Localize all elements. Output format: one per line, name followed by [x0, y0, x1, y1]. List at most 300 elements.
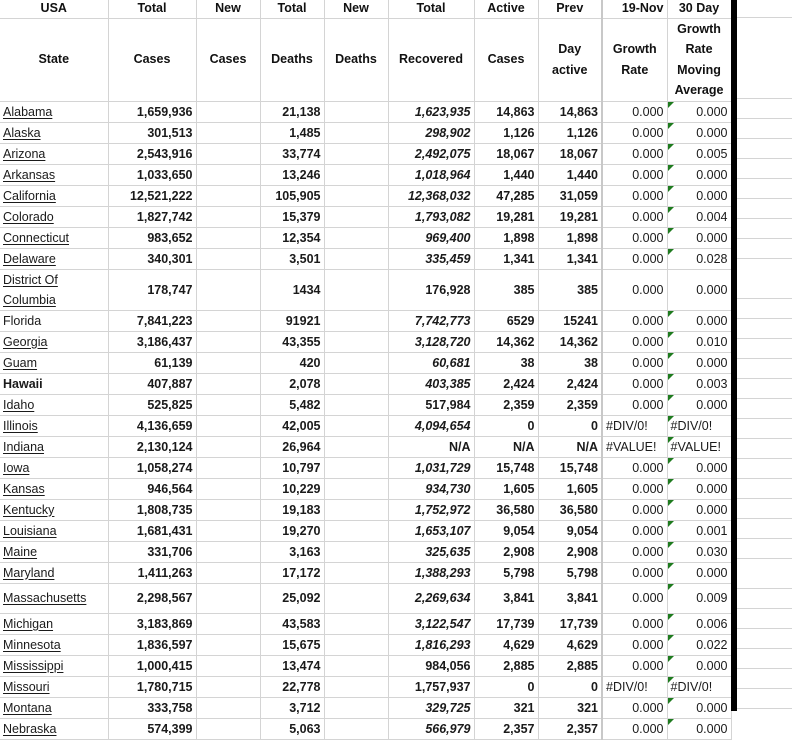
new-cases-cell[interactable]	[196, 613, 260, 634]
total-deaths-cell[interactable]: 2,078	[260, 373, 324, 394]
active-cell[interactable]: 15,748	[474, 457, 538, 478]
empty-cell[interactable]	[737, 559, 792, 589]
state-cell[interactable]	[0, 634, 108, 655]
state-link[interactable]: Georgia	[3, 334, 48, 349]
state-link[interactable]: Kansas	[3, 481, 45, 496]
new-deaths-cell[interactable]	[324, 520, 388, 541]
prev-cell[interactable]: 2,359	[538, 394, 602, 415]
state-link[interactable]: California	[3, 188, 56, 203]
empty-cell[interactable]	[737, 159, 792, 179]
avg-cell[interactable]: 0.000	[667, 655, 731, 676]
header-cell[interactable]: Prev	[538, 0, 602, 18]
empty-cell[interactable]	[737, 18, 792, 99]
header-cell[interactable]	[0, 18, 108, 101]
total-deaths-cell[interactable]: 5,063	[260, 718, 324, 739]
prev-cell[interactable]: 2,424	[538, 373, 602, 394]
state-cell[interactable]	[0, 269, 108, 310]
new-deaths-cell[interactable]	[324, 562, 388, 583]
header-cell[interactable]	[538, 18, 602, 101]
header-cell[interactable]	[324, 18, 388, 101]
total-deaths-cell[interactable]: 26,964	[260, 436, 324, 457]
prev-cell[interactable]: 385	[538, 269, 602, 310]
avg-cell[interactable]: 0.000	[667, 122, 731, 143]
total-deaths-cell[interactable]: 10,797	[260, 457, 324, 478]
new-deaths-cell[interactable]	[324, 310, 388, 331]
prev-cell[interactable]: 3,841	[538, 583, 602, 613]
recovered-cell[interactable]: 7,742,773	[388, 310, 474, 331]
growth-cell[interactable]: 0.000	[602, 331, 667, 352]
new-deaths-cell[interactable]	[324, 613, 388, 634]
growth-cell[interactable]: 0.000	[602, 310, 667, 331]
total-cases-cell[interactable]: 2,130,124	[108, 436, 196, 457]
header-cell[interactable]: Active	[474, 0, 538, 18]
recovered-cell[interactable]: 1,018,964	[388, 164, 474, 185]
empty-cell[interactable]	[737, 99, 792, 119]
new-cases-cell[interactable]	[196, 206, 260, 227]
header-cell[interactable]: New	[324, 0, 388, 18]
new-deaths-cell[interactable]	[324, 331, 388, 352]
growth-cell[interactable]: 0.000	[602, 269, 667, 310]
state-link[interactable]: Louisiana	[3, 523, 57, 538]
empty-cell[interactable]	[737, 589, 792, 609]
active-cell[interactable]: 1,898	[474, 227, 538, 248]
new-cases-cell[interactable]	[196, 101, 260, 122]
total-cases-cell[interactable]: 1,780,715	[108, 676, 196, 697]
recovered-cell[interactable]: 1,623,935	[388, 101, 474, 122]
total-cases-cell[interactable]: 1,836,597	[108, 634, 196, 655]
avg-cell[interactable]: 0.000	[667, 718, 731, 739]
total-cases-cell[interactable]: 2,298,567	[108, 583, 196, 613]
recovered-cell[interactable]: 1,388,293	[388, 562, 474, 583]
active-cell[interactable]: 14,863	[474, 101, 538, 122]
total-cases-cell[interactable]: 178,747	[108, 269, 196, 310]
state-cell[interactable]	[0, 676, 108, 697]
total-cases-cell[interactable]: 1,000,415	[108, 655, 196, 676]
state-cell[interactable]	[0, 394, 108, 415]
empty-cell[interactable]	[737, 499, 792, 519]
new-deaths-cell[interactable]	[324, 227, 388, 248]
prev-cell[interactable]: 19,281	[538, 206, 602, 227]
recovered-cell[interactable]: 403,385	[388, 373, 474, 394]
state-cell[interactable]	[0, 520, 108, 541]
recovered-cell[interactable]: 335,459	[388, 248, 474, 269]
state-link[interactable]: Missouri	[3, 679, 50, 694]
avg-cell[interactable]: 0.000	[667, 499, 731, 520]
new-cases-cell[interactable]	[196, 415, 260, 436]
active-cell[interactable]: 18,067	[474, 143, 538, 164]
empty-cell[interactable]	[737, 119, 792, 139]
empty-cell[interactable]	[737, 399, 792, 419]
empty-cell[interactable]	[737, 669, 792, 689]
active-cell[interactable]: 2,885	[474, 655, 538, 676]
growth-cell[interactable]: 0.000	[602, 583, 667, 613]
total-deaths-cell[interactable]: 21,138	[260, 101, 324, 122]
new-cases-cell[interactable]	[196, 457, 260, 478]
new-deaths-cell[interactable]	[324, 436, 388, 457]
new-deaths-cell[interactable]	[324, 206, 388, 227]
new-cases-cell[interactable]	[196, 676, 260, 697]
header-cell[interactable]: Total	[388, 0, 474, 18]
prev-cell[interactable]: 18,067	[538, 143, 602, 164]
state-link[interactable]: District Of	[3, 272, 58, 287]
empty-cell[interactable]	[737, 199, 792, 219]
total-deaths-cell[interactable]: 91921	[260, 310, 324, 331]
state-link[interactable]: Idaho	[3, 397, 35, 412]
growth-cell[interactable]: 0.000	[602, 499, 667, 520]
state-cell[interactable]	[0, 583, 108, 613]
growth-cell[interactable]: 0.000	[602, 206, 667, 227]
growth-cell[interactable]: #VALUE!	[602, 436, 667, 457]
active-cell[interactable]: 36,580	[474, 499, 538, 520]
recovered-cell[interactable]: 1,752,972	[388, 499, 474, 520]
active-cell[interactable]: 0	[474, 676, 538, 697]
total-deaths-cell[interactable]: 420	[260, 352, 324, 373]
growth-cell[interactable]: #DIV/0!	[602, 676, 667, 697]
new-cases-cell[interactable]	[196, 436, 260, 457]
active-cell[interactable]: 47,285	[474, 185, 538, 206]
total-cases-cell[interactable]: 1,681,431	[108, 520, 196, 541]
new-cases-cell[interactable]	[196, 331, 260, 352]
active-cell[interactable]: 385	[474, 269, 538, 310]
avg-cell[interactable]: 0.022	[667, 634, 731, 655]
prev-cell[interactable]: 2,357	[538, 718, 602, 739]
total-cases-cell[interactable]: 2,543,916	[108, 143, 196, 164]
prev-cell[interactable]: N/A	[538, 436, 602, 457]
new-deaths-cell[interactable]	[324, 269, 388, 310]
total-cases-cell[interactable]: 1,411,263	[108, 562, 196, 583]
total-cases-cell[interactable]: 3,183,869	[108, 613, 196, 634]
header-cell[interactable]	[474, 18, 538, 101]
new-cases-cell[interactable]	[196, 143, 260, 164]
new-cases-cell[interactable]	[196, 541, 260, 562]
recovered-cell[interactable]: 2,492,075	[388, 143, 474, 164]
recovered-cell[interactable]: N/A	[388, 436, 474, 457]
growth-cell[interactable]: 0.000	[602, 143, 667, 164]
prev-cell[interactable]: 1,440	[538, 164, 602, 185]
empty-cell[interactable]	[737, 539, 792, 559]
empty-cell[interactable]	[737, 219, 792, 239]
state-cell[interactable]	[0, 541, 108, 562]
recovered-cell[interactable]: 325,635	[388, 541, 474, 562]
empty-cell[interactable]	[737, 299, 792, 319]
total-cases-cell[interactable]: 301,513	[108, 122, 196, 143]
active-cell[interactable]: 3,841	[474, 583, 538, 613]
avg-cell[interactable]: 0.000	[667, 697, 731, 718]
prev-cell[interactable]: 321	[538, 697, 602, 718]
empty-column-area[interactable]	[737, 0, 792, 711]
new-deaths-cell[interactable]	[324, 583, 388, 613]
prev-cell[interactable]: 31,059	[538, 185, 602, 206]
total-deaths-cell[interactable]: 5,482	[260, 394, 324, 415]
new-cases-cell[interactable]	[196, 583, 260, 613]
active-cell[interactable]: 1,341	[474, 248, 538, 269]
header-cell[interactable]: Total	[260, 0, 324, 18]
prev-cell[interactable]: 0	[538, 676, 602, 697]
active-cell[interactable]: 38	[474, 352, 538, 373]
new-cases-cell[interactable]	[196, 122, 260, 143]
total-cases-cell[interactable]: 333,758	[108, 697, 196, 718]
state-cell[interactable]	[0, 499, 108, 520]
empty-cell[interactable]	[737, 319, 792, 339]
new-cases-cell[interactable]	[196, 655, 260, 676]
total-deaths-cell[interactable]: 105,905	[260, 185, 324, 206]
total-cases-cell[interactable]: 946,564	[108, 478, 196, 499]
avg-cell[interactable]: #VALUE!	[667, 436, 731, 457]
state-cell[interactable]	[0, 415, 108, 436]
total-deaths-cell[interactable]: 33,774	[260, 143, 324, 164]
total-cases-cell[interactable]: 340,301	[108, 248, 196, 269]
recovered-cell[interactable]: 969,400	[388, 227, 474, 248]
growth-cell[interactable]: 0.000	[602, 352, 667, 373]
total-deaths-cell[interactable]: 22,778	[260, 676, 324, 697]
total-deaths-cell[interactable]: 42,005	[260, 415, 324, 436]
growth-cell[interactable]: #DIV/0!	[602, 415, 667, 436]
header-cell[interactable]	[602, 18, 667, 101]
new-deaths-cell[interactable]	[324, 248, 388, 269]
total-deaths-cell[interactable]: 12,354	[260, 227, 324, 248]
total-cases-cell[interactable]: 1,033,650	[108, 164, 196, 185]
prev-cell[interactable]: 1,126	[538, 122, 602, 143]
state-cell[interactable]	[0, 310, 108, 331]
recovered-cell[interactable]: 1,653,107	[388, 520, 474, 541]
new-deaths-cell[interactable]	[324, 352, 388, 373]
new-deaths-cell[interactable]	[324, 373, 388, 394]
growth-cell[interactable]: 0.000	[602, 520, 667, 541]
header-cell[interactable]: USA	[0, 0, 108, 18]
active-cell[interactable]: 19,281	[474, 206, 538, 227]
growth-cell[interactable]: 0.000	[602, 164, 667, 185]
total-deaths-cell[interactable]: 13,474	[260, 655, 324, 676]
total-deaths-cell[interactable]: 25,092	[260, 583, 324, 613]
new-deaths-cell[interactable]	[324, 122, 388, 143]
recovered-cell[interactable]: 1,031,729	[388, 457, 474, 478]
avg-cell[interactable]: 0.000	[667, 185, 731, 206]
new-cases-cell[interactable]	[196, 634, 260, 655]
growth-cell[interactable]: 0.000	[602, 101, 667, 122]
header-cell[interactable]	[196, 18, 260, 101]
state-link[interactable]: Illinois	[3, 418, 38, 433]
state-link[interactable]: Nebraska	[3, 721, 57, 736]
total-deaths-cell[interactable]: 1,485	[260, 122, 324, 143]
empty-cell[interactable]	[737, 0, 792, 18]
empty-cell[interactable]	[737, 259, 792, 299]
prev-cell[interactable]: 1,898	[538, 227, 602, 248]
avg-cell[interactable]: 0.000	[667, 310, 731, 331]
recovered-cell[interactable]: 12,368,032	[388, 185, 474, 206]
growth-cell[interactable]: 0.000	[602, 718, 667, 739]
header-cell[interactable]	[667, 18, 731, 101]
total-deaths-cell[interactable]: 19,183	[260, 499, 324, 520]
growth-cell[interactable]: 0.000	[602, 697, 667, 718]
empty-cell[interactable]	[737, 139, 792, 159]
state-link[interactable]: Maine	[3, 544, 38, 559]
recovered-cell[interactable]: 3,128,720	[388, 331, 474, 352]
new-deaths-cell[interactable]	[324, 143, 388, 164]
avg-cell[interactable]: 0.000	[667, 269, 731, 310]
empty-cell[interactable]	[737, 689, 792, 709]
avg-cell[interactable]: 0.030	[667, 541, 731, 562]
avg-cell[interactable]: 0.000	[667, 101, 731, 122]
new-cases-cell[interactable]	[196, 718, 260, 739]
prev-cell[interactable]: 14,362	[538, 331, 602, 352]
new-deaths-cell[interactable]	[324, 634, 388, 655]
growth-cell[interactable]: 0.000	[602, 541, 667, 562]
state-link[interactable]: Indiana	[3, 439, 45, 454]
total-cases-cell[interactable]: 574,399	[108, 718, 196, 739]
empty-cell[interactable]	[737, 379, 792, 399]
total-cases-cell[interactable]: 407,887	[108, 373, 196, 394]
growth-cell[interactable]: 0.000	[602, 562, 667, 583]
prev-cell[interactable]: 5,798	[538, 562, 602, 583]
new-cases-cell[interactable]	[196, 248, 260, 269]
avg-cell[interactable]: 0.009	[667, 583, 731, 613]
empty-cell[interactable]	[737, 609, 792, 629]
recovered-cell[interactable]: 329,725	[388, 697, 474, 718]
recovered-cell[interactable]: 298,902	[388, 122, 474, 143]
total-deaths-cell[interactable]: 15,379	[260, 206, 324, 227]
recovered-cell[interactable]: 1,816,293	[388, 634, 474, 655]
recovered-cell[interactable]: 3,122,547	[388, 613, 474, 634]
active-cell[interactable]: 6529	[474, 310, 538, 331]
new-deaths-cell[interactable]	[324, 718, 388, 739]
prev-cell[interactable]: 15,748	[538, 457, 602, 478]
avg-cell[interactable]: 0.010	[667, 331, 731, 352]
growth-cell[interactable]: 0.000	[602, 394, 667, 415]
prev-cell[interactable]: 1,605	[538, 478, 602, 499]
state-link[interactable]: Massachusetts	[3, 591, 87, 605]
empty-cell[interactable]	[737, 459, 792, 479]
new-deaths-cell[interactable]	[324, 499, 388, 520]
avg-cell[interactable]: 0.028	[667, 248, 731, 269]
recovered-cell[interactable]: 4,094,654	[388, 415, 474, 436]
new-cases-cell[interactable]	[196, 373, 260, 394]
new-deaths-cell[interactable]	[324, 415, 388, 436]
avg-cell[interactable]: 0.000	[667, 394, 731, 415]
growth-cell[interactable]: 0.000	[602, 227, 667, 248]
active-cell[interactable]: 1,440	[474, 164, 538, 185]
header-cell[interactable]	[260, 18, 324, 101]
recovered-cell[interactable]: 60,681	[388, 352, 474, 373]
recovered-cell[interactable]: 176,928	[388, 269, 474, 310]
growth-cell[interactable]: 0.000	[602, 457, 667, 478]
growth-cell[interactable]: 0.000	[602, 478, 667, 499]
avg-cell[interactable]: 0.003	[667, 373, 731, 394]
avg-cell[interactable]: 0.000	[667, 227, 731, 248]
state-cell[interactable]	[0, 655, 108, 676]
new-cases-cell[interactable]	[196, 394, 260, 415]
state-link[interactable]: Delaware	[3, 251, 56, 266]
growth-cell[interactable]: 0.000	[602, 613, 667, 634]
avg-cell[interactable]: 0.005	[667, 143, 731, 164]
recovered-cell[interactable]: 1,757,937	[388, 676, 474, 697]
prev-cell[interactable]: 9,054	[538, 520, 602, 541]
new-deaths-cell[interactable]	[324, 394, 388, 415]
state-link[interactable]: Mississippi	[3, 658, 64, 673]
recovered-cell[interactable]: 984,056	[388, 655, 474, 676]
state-cell[interactable]	[0, 101, 108, 122]
state-cell[interactable]	[0, 122, 108, 143]
prev-cell[interactable]: 4,629	[538, 634, 602, 655]
growth-cell[interactable]: 0.000	[602, 248, 667, 269]
new-cases-cell[interactable]	[196, 185, 260, 206]
empty-cell[interactable]	[737, 629, 792, 649]
total-cases-cell[interactable]: 331,706	[108, 541, 196, 562]
active-cell[interactable]: 4,629	[474, 634, 538, 655]
active-cell[interactable]: N/A	[474, 436, 538, 457]
new-deaths-cell[interactable]	[324, 101, 388, 122]
new-cases-cell[interactable]	[196, 478, 260, 499]
new-cases-cell[interactable]	[196, 352, 260, 373]
avg-cell[interactable]: 0.000	[667, 352, 731, 373]
new-cases-cell[interactable]	[196, 310, 260, 331]
total-deaths-cell[interactable]: 19,270	[260, 520, 324, 541]
new-deaths-cell[interactable]	[324, 478, 388, 499]
empty-cell[interactable]	[737, 439, 792, 459]
new-deaths-cell[interactable]	[324, 457, 388, 478]
total-cases-cell[interactable]: 4,136,659	[108, 415, 196, 436]
header-cell[interactable]: 19-Nov	[602, 0, 667, 18]
state-link[interactable]: Arkansas	[3, 167, 56, 182]
prev-cell[interactable]: 15241	[538, 310, 602, 331]
avg-cell[interactable]: #DIV/0!	[667, 415, 731, 436]
new-deaths-cell[interactable]	[324, 697, 388, 718]
state-cell[interactable]	[0, 143, 108, 164]
active-cell[interactable]: 0	[474, 415, 538, 436]
total-cases-cell[interactable]: 1,659,936	[108, 101, 196, 122]
new-cases-cell[interactable]	[196, 697, 260, 718]
total-cases-cell[interactable]: 61,139	[108, 352, 196, 373]
state-cell[interactable]	[0, 478, 108, 499]
header-cell[interactable]: 30 Day	[667, 0, 731, 18]
state-link[interactable]: Alabama	[3, 104, 53, 119]
new-deaths-cell[interactable]	[324, 185, 388, 206]
total-cases-cell[interactable]: 1,808,735	[108, 499, 196, 520]
state-cell[interactable]	[0, 457, 108, 478]
empty-cell[interactable]	[737, 519, 792, 539]
state-link[interactable]: Minnesota	[3, 637, 61, 652]
total-cases-cell[interactable]: 7,841,223	[108, 310, 196, 331]
prev-cell[interactable]: 14,863	[538, 101, 602, 122]
state-link[interactable]: Montana	[3, 700, 52, 715]
new-cases-cell[interactable]	[196, 227, 260, 248]
total-deaths-cell[interactable]: 3,163	[260, 541, 324, 562]
growth-cell[interactable]: 0.000	[602, 185, 667, 206]
new-cases-cell[interactable]	[196, 164, 260, 185]
empty-cell[interactable]	[737, 179, 792, 199]
active-cell[interactable]: 2,357	[474, 718, 538, 739]
state-cell[interactable]	[0, 185, 108, 206]
growth-cell[interactable]: 0.000	[602, 373, 667, 394]
new-deaths-cell[interactable]	[324, 164, 388, 185]
empty-cell[interactable]	[737, 419, 792, 439]
active-cell[interactable]: 17,739	[474, 613, 538, 634]
total-deaths-cell[interactable]: 17,172	[260, 562, 324, 583]
new-cases-cell[interactable]	[196, 499, 260, 520]
avg-cell[interactable]: 0.000	[667, 457, 731, 478]
header-cell[interactable]: Total	[108, 0, 196, 18]
state-link[interactable]: Alaska	[3, 125, 41, 140]
avg-cell[interactable]: 0.001	[667, 520, 731, 541]
state-link[interactable]: Michigan	[3, 616, 54, 631]
total-deaths-cell[interactable]: 13,246	[260, 164, 324, 185]
state-cell[interactable]	[0, 227, 108, 248]
active-cell[interactable]: 2,359	[474, 394, 538, 415]
total-deaths-cell[interactable]: 1434	[260, 269, 324, 310]
state-cell[interactable]	[0, 613, 108, 634]
new-deaths-cell[interactable]	[324, 676, 388, 697]
active-cell[interactable]: 5,798	[474, 562, 538, 583]
avg-cell[interactable]: 0.000	[667, 164, 731, 185]
